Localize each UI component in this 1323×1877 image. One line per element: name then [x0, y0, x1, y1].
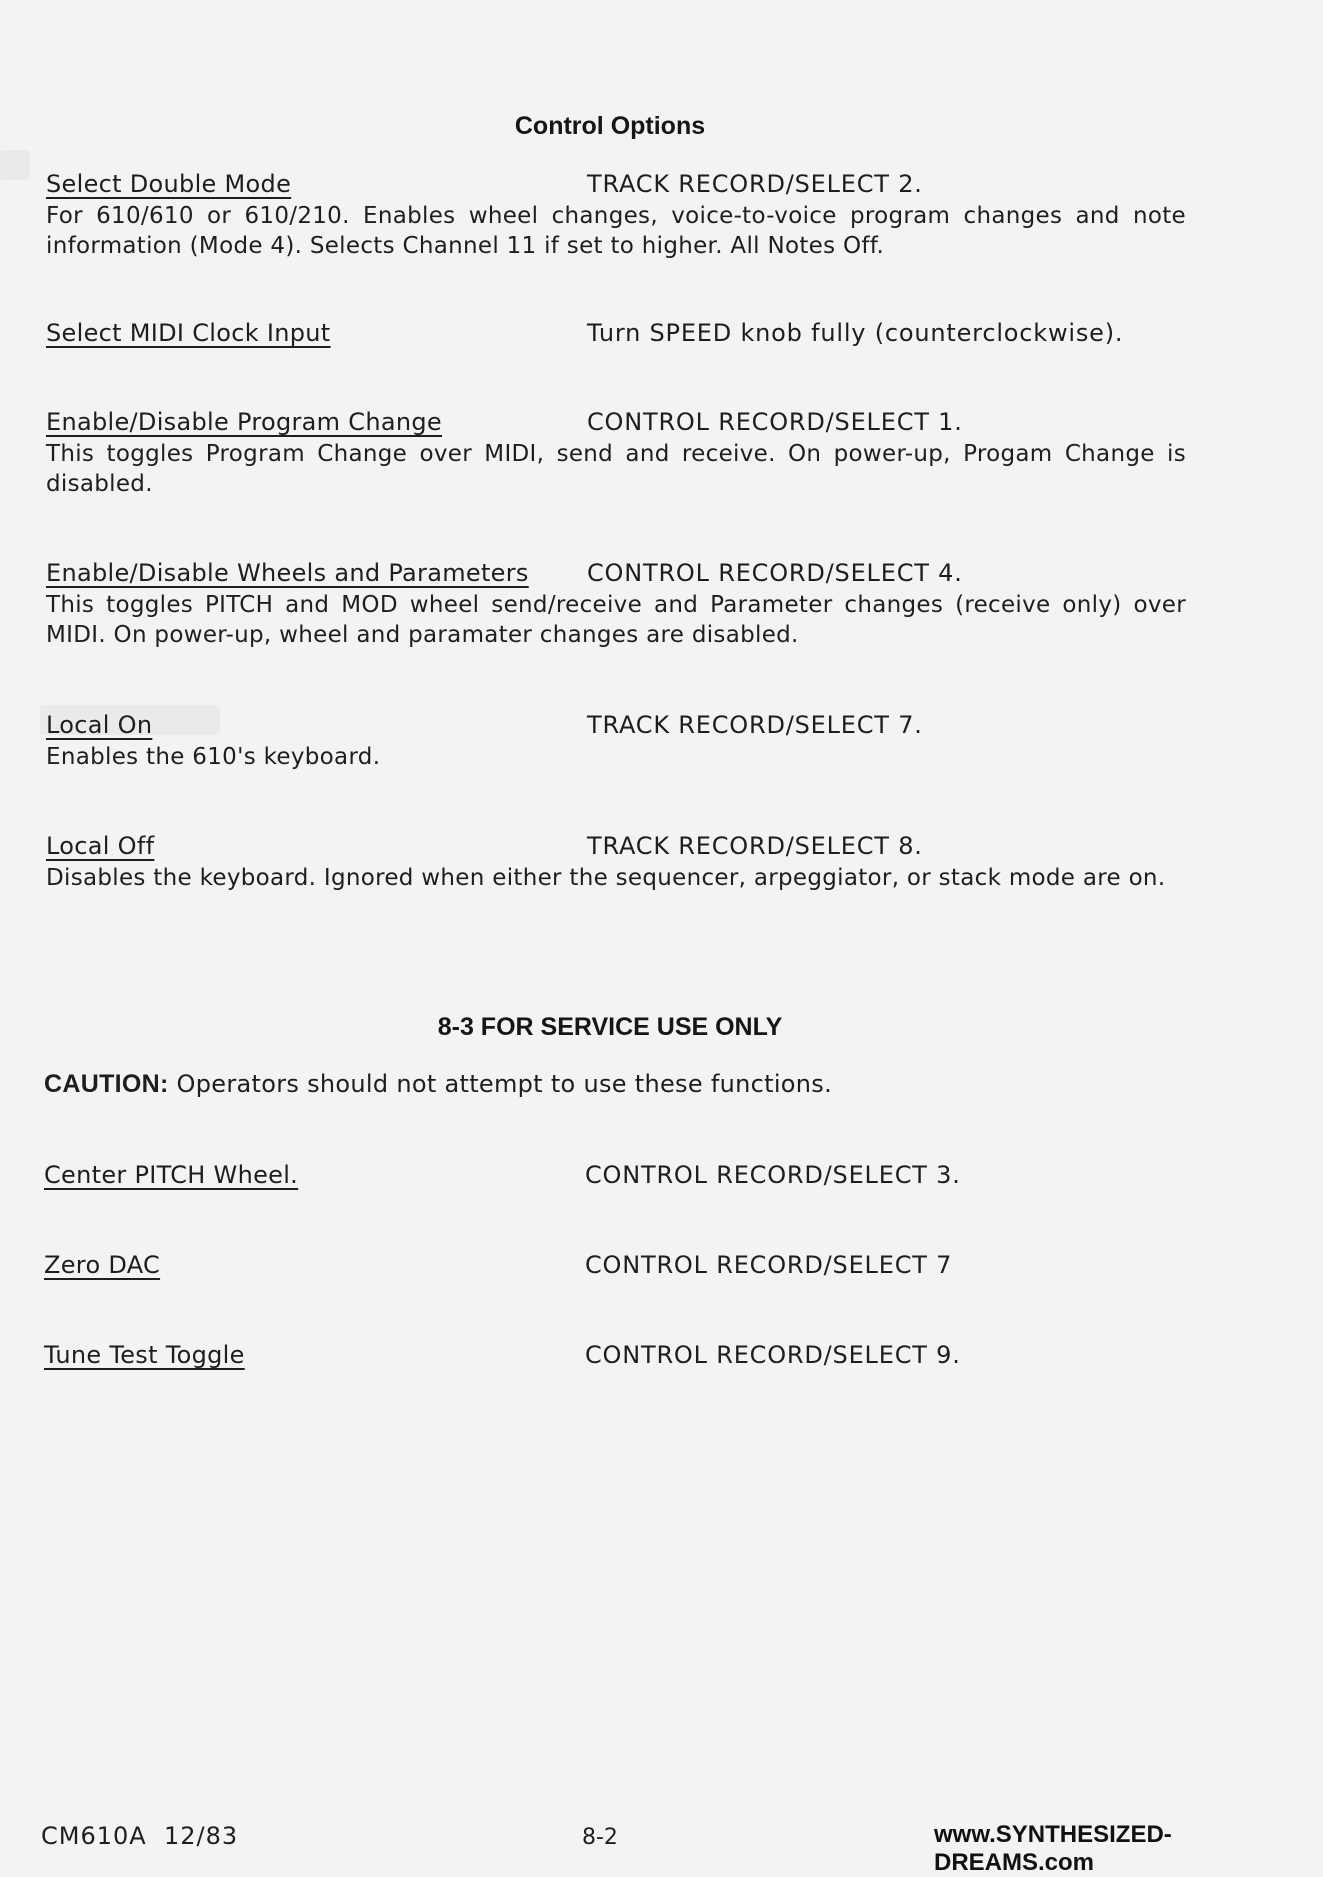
- entry-center-pitch-wheel: [44, 1161, 1184, 1195]
- footer-doc-id: CM610A 12/83: [41, 1822, 239, 1850]
- footer-page-number: 8-2: [582, 1825, 618, 1850]
- caution-label: CAUTION:: [44, 1070, 169, 1098]
- entry-description: Disables the keyboard. Ignored when either the sequencer, arpeggiator, or stack mode are on.: [46, 865, 1166, 891]
- entry-label: Local On: [46, 711, 153, 739]
- entry-action: TRACK RECORD/SELECT 8.: [587, 832, 923, 860]
- entry-action: CONTROL RECORD/SELECT 1.: [587, 408, 963, 436]
- footer-website: www.SYNTHESIZED-DREAMS.com: [934, 1821, 1172, 1876]
- entry-description: This toggles Program Change over MIDI, send and receive. On power-up, Progam Change is disabled.: [46, 441, 1186, 497]
- entry-tune-test-toggle: [44, 1341, 1184, 1375]
- scan-smudge: [0, 150, 30, 180]
- control-options-heading: Control Options: [514, 112, 706, 140]
- entry-action: Turn SPEED knob fully (counterclockwise).: [587, 319, 1124, 347]
- entry-description: This toggles PITCH and MOD wheel send/receive and Parameter changes (receive only) over MIDI. On power-up, wheel and paramater changes are disabled.: [46, 592, 1186, 648]
- entry-action: CONTROL RECORD/SELECT 3.: [585, 1161, 961, 1189]
- entry-local-on: [46, 711, 1186, 772]
- entry-action: CONTROL RECORD/SELECT 4.: [587, 559, 963, 587]
- entry-select-double-mode: [46, 170, 1186, 261]
- entry-label: Local Off: [46, 832, 155, 860]
- service-heading: 8-3 FOR SERVICE USE ONLY: [437, 1013, 783, 1041]
- entry-label: Enable/Disable Wheels and Parameters: [46, 559, 529, 587]
- entry-enable-disable-wheels-parameters: [46, 559, 1186, 650]
- entry-label: Select Double Mode: [46, 170, 292, 198]
- entry-select-midi-clock-input: [46, 319, 1186, 353]
- entry-description: Enables the 610's keyboard.: [46, 744, 381, 770]
- entry-label: Center PITCH Wheel.: [44, 1161, 299, 1189]
- entry-action: CONTROL RECORD/SELECT 7: [585, 1251, 953, 1279]
- entry-action: TRACK RECORD/SELECT 2.: [587, 170, 923, 198]
- entry-action: CONTROL RECORD/SELECT 9.: [585, 1341, 961, 1369]
- entry-description: For 610/610 or 610/210. Enables wheel changes, voice-to-voice program changes and note information (Mode 4). Selects Channel 11 if set to higher. All Notes Off.: [46, 203, 1186, 259]
- entry-local-off: [46, 832, 1186, 893]
- entry-label: Tune Test Toggle: [44, 1341, 245, 1369]
- entry-label: Select MIDI Clock Input: [46, 319, 331, 347]
- entry-label: Zero DAC: [44, 1251, 161, 1279]
- entry-action: TRACK RECORD/SELECT 7.: [587, 711, 923, 739]
- caution-note: [44, 1070, 832, 1099]
- entry-enable-disable-program-change: [46, 408, 1186, 499]
- entry-zero-dac: [44, 1251, 1184, 1285]
- caution-text: Operators should not attempt to use these functions.: [176, 1070, 833, 1098]
- entry-label: Enable/Disable Program Change: [46, 408, 442, 436]
